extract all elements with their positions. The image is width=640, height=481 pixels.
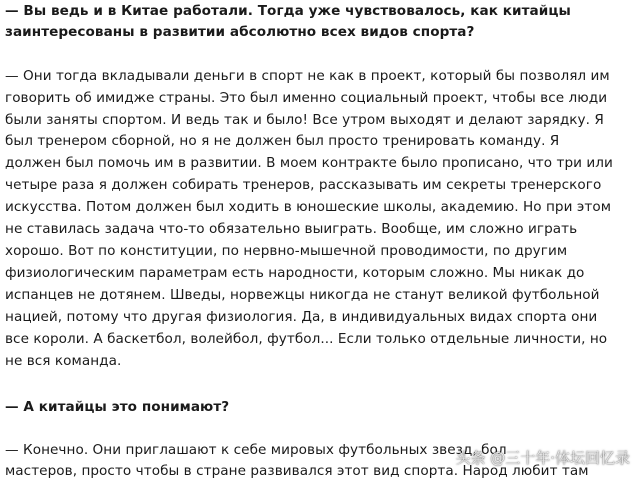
answer-line: был тренером сборной, но я не должен был просто тренировать команду. Я bbox=[5, 133, 560, 149]
question-line: — А китайцы это понимают? bbox=[5, 399, 230, 415]
answer-line: хорошо. Вот по конституции, по нервно-мышечной проводимости, по другим bbox=[5, 243, 568, 259]
answer-line: не вся команда. bbox=[5, 353, 122, 369]
answer-line: — Конечно. Они приглашают к себе мировых футбольных звезд, бол bbox=[5, 442, 507, 458]
answer-line: четыре раза я должен собирать тренеров, рассказывать им секреты тренерского bbox=[5, 177, 602, 193]
answer-line: были заняты спортом. И ведь так и было! Все утром выходят и делают зарядку. Я bbox=[5, 112, 604, 128]
answer-line: искусства. Потом должен был ходить в юношеские школы, академию. Но при этом bbox=[5, 199, 612, 215]
question-line: — Вы ведь и в Китае работали. Тогда уже чувствовалось, как китайцы bbox=[5, 3, 571, 19]
watermark bbox=[455, 447, 630, 468]
answer-line: должен был помочь им в развитии. В моем контракте было прописано, что три или bbox=[5, 155, 613, 171]
answer-line: мастеров, просто чтобы в стране развивался этот вид спорта. Народ любит там bbox=[5, 463, 589, 479]
question-line: заинтересованы в развитии абсолютно всех видов спорта? bbox=[5, 24, 475, 40]
watermark-text: 头条 @三十年·体坛回忆录 bbox=[455, 449, 630, 467]
answer-line: все короли. А баскетбол, волейбол, футбол... Если только отдельные личности, но bbox=[5, 331, 608, 347]
answer-line: нацией, потому что другая физиология. Да, в индивидуальных видах спорта они bbox=[5, 309, 598, 325]
answer-line: не ставилась задача что-то обязательно выиграть. Вообще, им сложно играть bbox=[5, 221, 578, 237]
answer-line: говорить об имидже страны. Это был именно социальный проект, чтобы все люди bbox=[5, 90, 608, 106]
answer-line: испанцев не дотянем. Шведы, норвежцы никогда не станут великой футбольной bbox=[5, 287, 600, 303]
answer-line: — Они тогда вкладывали деньги в спорт не как в проект, который бы позволял им bbox=[5, 68, 610, 84]
answer-line: физиологическим параметрам есть народности, которым сложно. Мы никак до bbox=[5, 265, 585, 281]
